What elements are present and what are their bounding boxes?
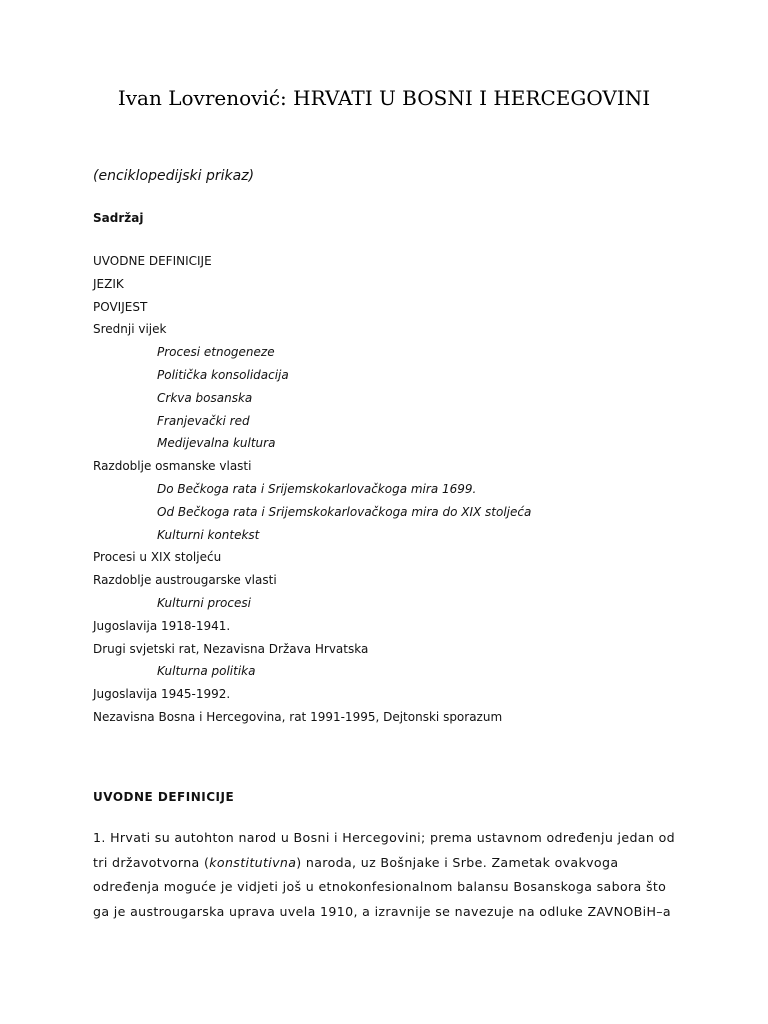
- toc-subitem[interactable]: Medijevalna kultura: [157, 436, 276, 451]
- paragraph-line: 1. Hrvati su autohton narod u Bosni i Hercegovini; prema ustavnom određenju jedan od: [93, 830, 675, 845]
- toc-subitem[interactable]: Kulturni procesi: [157, 595, 251, 610]
- paragraph-text: tri državotvorna (: [93, 854, 210, 870]
- paragraph-italic-term: konstitutivna: [209, 854, 297, 870]
- toc-subitem[interactable]: Do Bečkoga rata i Srijemskokarlovačkoga mira 1699.: [157, 481, 477, 496]
- toc-heading: Sadržaj: [93, 211, 144, 225]
- toc-item[interactable]: Procesi u XIX stoljeću: [93, 550, 222, 565]
- toc-subitem[interactable]: Procesi etnogeneze: [157, 345, 275, 360]
- paragraph-line: [93, 851, 683, 876]
- toc-item[interactable]: Razdoblje austrougarske vlasti: [93, 573, 277, 588]
- toc-subitem[interactable]: Kulturni kontekst: [157, 527, 260, 542]
- toc-item[interactable]: JEZIK: [93, 276, 124, 291]
- toc-subitem[interactable]: Od Bečkoga rata i Srijemskokarlovačkoga mira do XIX stoljeća: [157, 504, 532, 519]
- toc-item[interactable]: UVODNE DEFINICIJE: [93, 254, 212, 268]
- toc-item[interactable]: Jugoslavija 1918-1941.: [93, 618, 231, 633]
- toc-subitem[interactable]: Franjevački red: [157, 413, 250, 428]
- toc-subitem[interactable]: Kulturna politika: [157, 664, 256, 679]
- table-of-contents: [93, 250, 531, 729]
- paragraph-line: ga je austrougarska uprava uvela 1910, a izravnije se navezuje na odluke ZAVNOBiH–a: [93, 903, 671, 919]
- toc-item[interactable]: Nezavisna Bosna i Hercegovina, rat 1991-1995, Dejtonski sporazum: [93, 709, 503, 724]
- paragraph-text: ) naroda, uz Bošnjake i Srbe. Zametak ovakvoga: [296, 854, 619, 870]
- toc-item[interactable]: Razdoblje osmanske vlasti: [93, 459, 252, 474]
- section-heading: UVODNE DEFINICIJE: [93, 790, 235, 804]
- toc-subitem[interactable]: Crkva bosanska: [157, 390, 253, 405]
- paragraph-line: određenja moguće je vidjeti još u etnokonfesionalnom balansu Bosanskoga sabora što: [93, 879, 667, 894]
- toc-item[interactable]: Jugoslavija 1945-1992.: [93, 687, 231, 702]
- toc-item[interactable]: POVIJEST: [93, 299, 148, 314]
- document-title: Ivan Lovrenović: HRVATI U BOSNI I HERCEGOVINI: [117, 86, 651, 110]
- body-paragraph: [93, 826, 683, 924]
- toc-item[interactable]: Srednji vijek: [93, 322, 167, 337]
- toc-subitem[interactable]: Politička konsolidacija: [157, 367, 289, 382]
- toc-item[interactable]: Drugi svjetski rat, Nezavisna Država Hrvatska: [93, 641, 369, 656]
- document-subtitle: (enciklopedijski prikaz): [93, 168, 255, 184]
